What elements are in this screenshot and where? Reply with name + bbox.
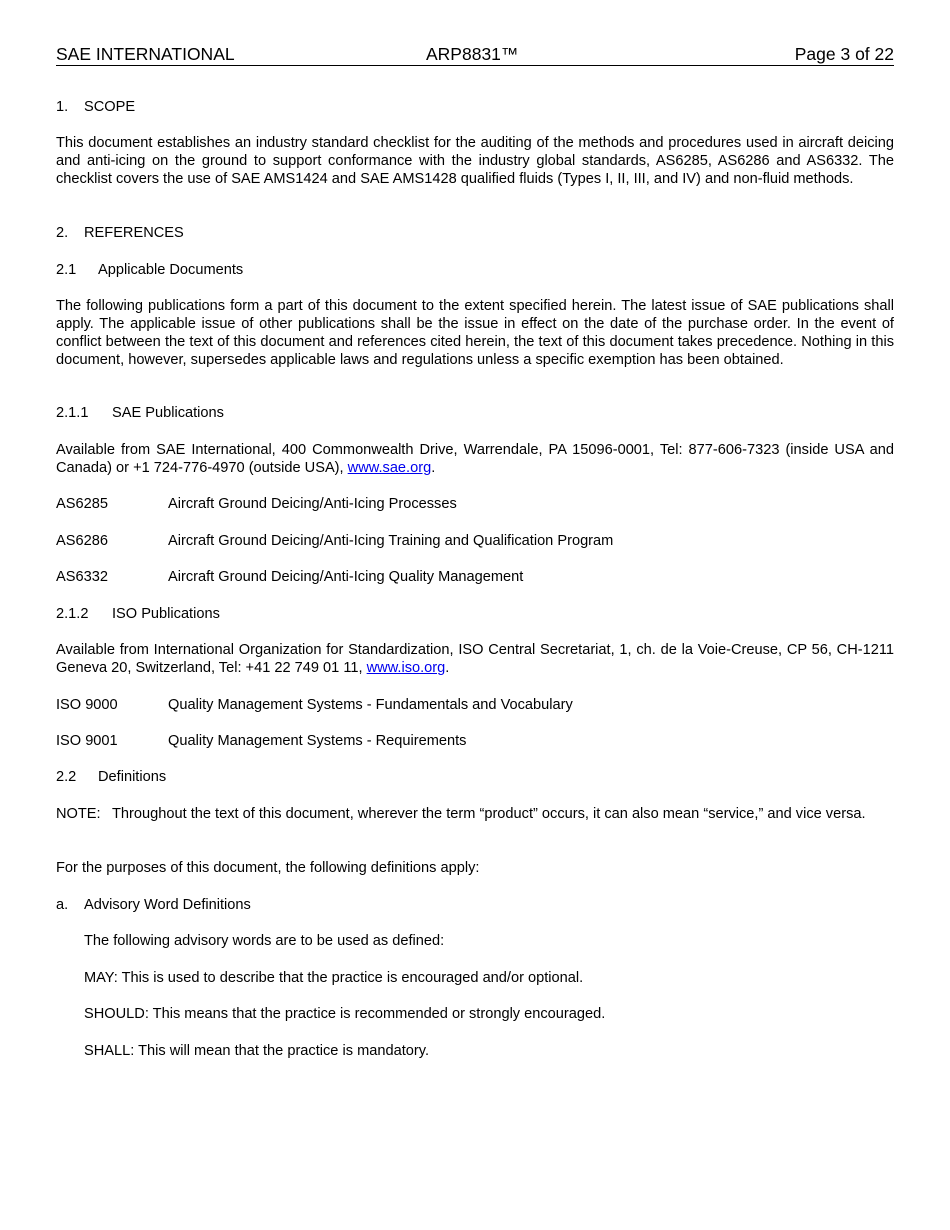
sae-trailing-period: . [431,460,436,476]
reference-code: ISO 9001 [56,733,118,749]
reference-code: AS6286 [56,533,108,549]
section-number: 1. [56,99,69,115]
subsection-title: SAE Publications [112,405,224,421]
reference-code: AS6285 [56,496,108,512]
applicable-documents-paragraph: The following publications form a part of this document to the extent specified herein. The latest issue of SAE publications shall apply. The applicable issue of other publications shall be the issue in effect on the date of the purchase order. In the event of conflict between the text of this document and references cited herein, the text of this document takes precedence. Nothing in this document, however, supersedes applicable laws and regulations unless a specific exemption has been obtained. [56,298,894,368]
subsection-number: 2.1 [56,262,77,278]
advisory-may: MAY: This is used to describe that the practice is encouraged and/or optional. [84,970,584,986]
subsection-number: 2.1.1 [56,405,89,421]
header-org: SAE INTERNATIONAL [56,44,235,64]
reference-title: Aircraft Ground Deicing/Anti-Icing Training and Qualification Program [168,533,614,549]
reference-code: ISO 9000 [56,697,118,713]
note-label: NOTE: [56,806,101,822]
iso-trailing-period: . [445,660,450,676]
header-doc-id: ARP8831™ [426,44,519,64]
reference-title: Aircraft Ground Deicing/Anti-Icing Processes [168,496,457,512]
section-heading-scope [56,98,894,116]
definitions-intro: For the purposes of this document, the following definitions apply: [56,860,480,876]
reference-item [56,532,894,550]
section-number: 2. [56,225,69,241]
iso-availability-text: Available from International Organization for Standardization, ISO Central Secretariat, 1, ch. de la Voie-Creuse, CP 56, CH-1211 Geneva 20, Switzerland, Tel: +41 22 749 01 11, [56,642,894,676]
iso-website-link[interactable]: www.iso.org [366,660,446,676]
subsection-heading-iso-publications [56,605,894,623]
reference-item [56,495,894,513]
reference-item [56,568,894,586]
subsection-heading-applicable-documents [56,261,894,279]
subsection-title: ISO Publications [112,606,220,622]
reference-item [56,696,894,714]
section-title: SCOPE [84,99,136,115]
reference-item [56,732,894,750]
advisory-shall: SHALL: This will mean that the practice is mandatory. [84,1043,429,1059]
scope-paragraph: This document establishes an industry standard checklist for the auditing of the methods and procedures used in aircraft deicing and anti-icing on the ground to support conformance with the industry global standards, AS6285, AS6286 and AS6332. The checklist covers the use of SAE AMS1424 and SAE AMS1428 qualified fluids (Types I, II, III, and IV) and non-fluid methods. [56,135,894,187]
advisory-heading [56,896,894,914]
advisory-intro: The following advisory words are to be used as defined: [84,933,445,949]
definitions-note [56,805,894,823]
note-text: Throughout the text of this document, wherever the term “product” occurs, it can also mean “service,” and vice versa. [112,806,866,822]
section-title: REFERENCES [84,225,184,241]
header-page-number: Page 3 of 22 [794,44,894,64]
section-heading-references [56,224,894,242]
sae-website-link[interactable]: www.sae.org [347,460,432,476]
advisory-title: Advisory Word Definitions [84,897,251,913]
reference-title: Quality Management Systems - Fundamentals and Vocabulary [168,697,573,713]
subsection-title: Applicable Documents [98,262,244,278]
subsection-number: 2.1.2 [56,606,89,622]
subsection-number: 2.2 [56,769,77,785]
sae-availability-paragraph [56,441,894,477]
advisory-should: SHOULD: This means that the practice is recommended or strongly encouraged. [84,1006,606,1022]
reference-title: Quality Management Systems - Requirements [168,733,467,749]
subsection-heading-sae-publications [56,404,894,422]
iso-availability-paragraph [56,641,894,677]
list-letter: a. [56,897,69,913]
reference-title: Aircraft Ground Deicing/Anti-Icing Quality Management [168,569,524,585]
subsection-heading-definitions [56,768,894,786]
sae-availability-text: Available from SAE International, 400 Commonwealth Drive, Warrendale, PA 15096-0001, Tel: 877-606-7323 (inside USA and Canada) or +1 724-776-4970 (outside USA), [56,442,894,476]
page-header [56,44,894,66]
subsection-title: Definitions [98,769,167,785]
reference-code: AS6332 [56,569,108,585]
